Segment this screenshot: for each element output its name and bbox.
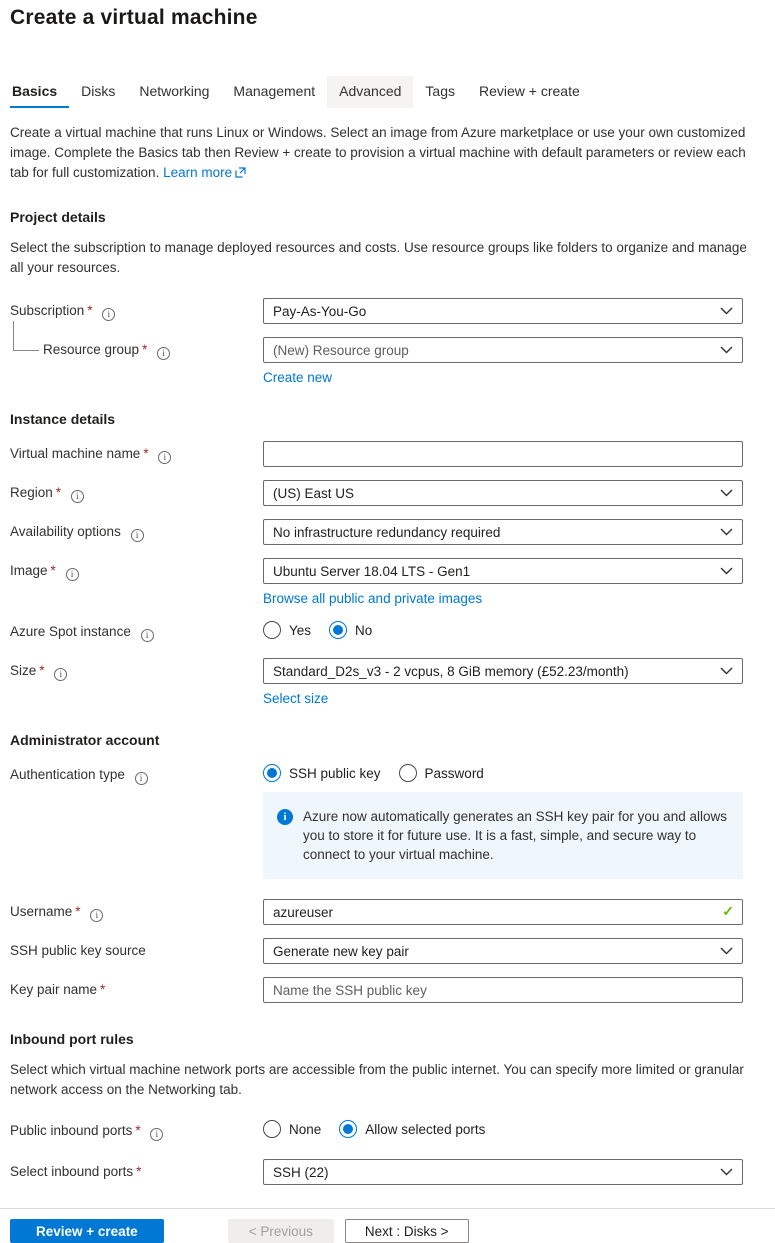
ssh-source-select[interactable] (263, 938, 743, 964)
resource-group-label: Resource group * i (10, 337, 263, 385)
radio-circle-icon (339, 1120, 357, 1138)
ssh-source-row (10, 938, 765, 964)
section-administrator-account: Administrator account (10, 732, 160, 748)
info-icon[interactable]: i (141, 629, 154, 642)
info-icon[interactable]: i (71, 490, 84, 503)
required-asterisk: * (50, 563, 56, 578)
image-label: Image * i (10, 558, 263, 606)
radio-circle-icon (329, 621, 347, 639)
image-row (10, 558, 765, 606)
public-ports-row (10, 1118, 765, 1141)
subscription-row (10, 298, 765, 324)
tab-management[interactable]: Management (233, 83, 316, 99)
project-details-description: Select the subscription to manage deployed resources and costs. Use resource groups like folders to organize and manage all your resources. (10, 240, 747, 275)
info-icon[interactable]: i (102, 308, 115, 321)
spot-radio-group (263, 619, 743, 639)
resource-group-select[interactable] (263, 337, 743, 363)
previous-button[interactable]: < Previous (228, 1219, 334, 1243)
info-icon[interactable]: i (158, 451, 171, 464)
radio-circle-icon (263, 621, 281, 639)
region-value: (US) East US (273, 485, 355, 501)
availability-value: No infrastructure redundancy required (273, 524, 501, 540)
image-value: Ubuntu Server 18.04 LTS - Gen1 (273, 563, 471, 579)
chevron-down-icon (720, 489, 733, 497)
required-asterisk: * (100, 982, 106, 997)
create-new-link[interactable]: Create new (263, 370, 333, 385)
inbound-ports-select[interactable] (263, 1159, 743, 1185)
info-filled-icon: i (277, 809, 293, 825)
size-select[interactable] (263, 658, 743, 684)
radio-circle-icon (263, 1120, 281, 1138)
select-size-link[interactable]: Select size (263, 691, 329, 706)
intro-text (10, 123, 755, 183)
spot-label: Azure Spot instance i (10, 619, 263, 642)
resource-group-row (10, 337, 765, 385)
chevron-down-icon (720, 346, 733, 354)
inbound-ports-value: SSH (22) (273, 1164, 329, 1180)
auth-ssh-radio[interactable]: SSH public key (263, 764, 381, 782)
ports-none-radio[interactable]: None (263, 1120, 321, 1138)
auth-type-radio-group (263, 762, 743, 782)
footer-bar (0, 1209, 775, 1243)
chevron-down-icon (720, 567, 733, 575)
section-instance-details: Instance details (10, 411, 116, 427)
key-pair-label: Key pair name * (10, 982, 106, 997)
ssh-info-message (263, 792, 743, 879)
page-title: Create a virtual machine (10, 6, 258, 29)
availability-select[interactable] (263, 519, 743, 545)
info-icon[interactable]: i (150, 1128, 163, 1141)
required-asterisk: * (75, 904, 81, 919)
availability-label: Availability options i (10, 519, 263, 545)
key-pair-row (10, 977, 765, 1003)
auth-password-radio[interactable]: Password (399, 764, 484, 782)
region-row (10, 480, 765, 506)
inbound-ports-label: Select inbound ports * (10, 1164, 142, 1179)
section-inbound-port-rules: Inbound port rules (10, 1031, 134, 1047)
required-asterisk: * (55, 485, 62, 500)
spot-no-radio[interactable]: No (329, 621, 372, 639)
required-asterisk: * (143, 446, 149, 461)
region-select[interactable] (263, 480, 743, 506)
chevron-down-icon (720, 528, 733, 536)
review-create-button[interactable]: Review + create (10, 1219, 164, 1243)
image-select[interactable] (263, 558, 743, 584)
valid-check-icon: ✓ (722, 903, 734, 919)
tab-networking[interactable]: Networking (139, 83, 210, 99)
inbound-description: Select which virtual machine network ports are accessible from the public internet. You can specify more limited or granular network access on the Networking tab. (10, 1062, 744, 1097)
chevron-down-icon (720, 667, 733, 675)
ssh-source-label: SSH public key source (10, 943, 146, 958)
availability-row (10, 519, 765, 545)
region-label: Region * i (10, 480, 263, 506)
next-disks-button[interactable]: Next : Disks > (345, 1219, 469, 1243)
tab-tags[interactable]: Tags (425, 83, 455, 99)
username-row (10, 899, 765, 925)
required-asterisk: * (135, 1123, 141, 1138)
tab-review-create[interactable]: Review + create (479, 83, 580, 99)
size-row (10, 658, 765, 706)
hierarchy-connector-line (13, 321, 39, 351)
required-asterisk: * (39, 663, 45, 678)
external-link-icon (235, 167, 246, 178)
auth-type-label: Authentication type i (10, 762, 263, 785)
chevron-down-icon (720, 947, 733, 955)
required-asterisk: * (136, 1164, 142, 1179)
section-project-details: Project details (10, 209, 106, 225)
username-label: Username * i (10, 899, 263, 925)
inbound-ports-row (10, 1159, 765, 1185)
info-icon[interactable]: i (54, 668, 67, 681)
info-icon[interactable]: i (66, 568, 79, 581)
tab-advanced[interactable]: Advanced (327, 76, 413, 108)
public-ports-label: Public inbound ports * i (10, 1118, 263, 1141)
chevron-down-icon (720, 307, 733, 315)
auth-type-row (10, 762, 765, 785)
radio-circle-icon (399, 764, 417, 782)
public-ports-radio-group (263, 1118, 743, 1138)
subscription-value: Pay-As-You-Go (273, 303, 367, 319)
info-icon[interactable]: i (131, 529, 144, 542)
username-input[interactable] (263, 899, 743, 925)
ssh-info-row (10, 791, 765, 885)
ports-allow-radio[interactable]: Allow selected ports (339, 1120, 485, 1138)
vm-name-input[interactable] (263, 441, 743, 467)
radio-circle-icon (263, 764, 281, 782)
info-icon[interactable]: i (90, 909, 103, 922)
size-label: Size * i (10, 658, 263, 706)
ssh-source-value: Generate new key pair (273, 943, 409, 959)
vm-name-row (10, 441, 765, 467)
intro-body: Create a virtual machine that runs Linux or Windows. Select an image from Azure marketplace or use your own customized image. Complete the Basics tab then Review + create to provision a virtual machine with default parameters or review each tab for full customization. (10, 125, 746, 180)
subscription-label: Subscription * i (10, 298, 263, 324)
browse-images-link[interactable]: Browse all public and private images (263, 591, 483, 606)
tab-basics[interactable]: Basics (10, 76, 69, 108)
chevron-down-icon (720, 1168, 733, 1176)
ssh-info-text: Azure now automatically generates an SSH key pair for you and allows you to store it for future use. It is a fast, simple, and secure way to connect to your virtual machine. (303, 809, 727, 862)
resource-group-value: (New) Resource group (273, 342, 409, 358)
vm-name-label: Virtual machine name * i (10, 441, 263, 467)
learn-more-link[interactable]: Learn more (163, 165, 246, 180)
spot-row (10, 619, 765, 642)
tab-disks[interactable]: Disks (81, 83, 116, 99)
spot-yes-radio[interactable]: Yes (263, 621, 311, 639)
required-asterisk: * (87, 303, 93, 318)
info-icon[interactable]: i (157, 347, 170, 360)
tab-bar (10, 76, 765, 108)
size-value: Standard_D2s_v3 - 2 vcpus, 8 GiB memory (£52.23/month) (273, 663, 629, 679)
key-pair-input[interactable] (263, 977, 743, 1003)
subscription-select[interactable] (263, 298, 743, 324)
required-asterisk: * (142, 342, 148, 357)
info-icon[interactable]: i (135, 772, 148, 785)
